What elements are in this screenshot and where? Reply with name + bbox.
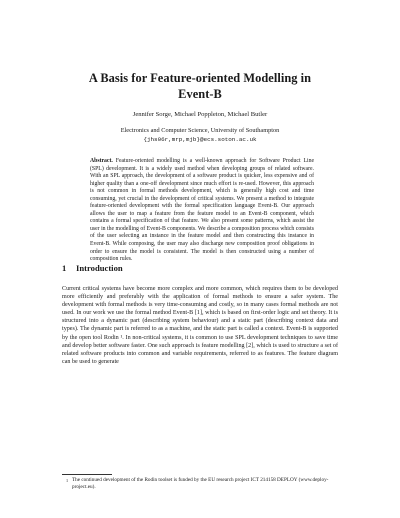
paper-affiliation: Electronics and Computer Science, University of Southampton: [120, 127, 280, 134]
body-paragraph: Current critical systems have become more complex and more common, which requires them to be developed more efficiently and preferably with the application of formal methods to ensure a safer system. The development with formal methods is very time-consuming and costly, so in many cases formal methods are not used. In our work we use the formal method Event-B [1], which is based on first-order logic and set theory. It is structured into a dynamic part (describing system behaviour) and a static part (describing context data and types). The dynamic part is referred to as a machine, and the static part is called a context. Event-B is supported by the open tool Rodin ¹. In non-critical systems, it is common to use SPL development techniques to save time and develop better software faster. One such approach is feature modelling [2], which is used to structure a set of related software products into common and variable requirements, referred to as features. The feature diagram can be used to generate: [62, 286, 338, 365]
footnote-mark: 1: [65, 478, 69, 483]
section-heading: [62, 263, 123, 274]
footnote-text: The continued development of the Rodin toolset is funded by the EU research project ICT 214158 DEPLOY (www.deploy-project.eu).: [72, 477, 329, 490]
footnote: [62, 477, 338, 491]
paper-email: {jhs06r,mrp,mjb}@ecs.soton.ac.uk: [143, 135, 257, 143]
paper-title-line-2: Event-B: [178, 87, 222, 101]
section-title: Introduction: [76, 263, 123, 273]
abstract-label: Abstract.: [90, 158, 113, 164]
abstract: [90, 158, 314, 264]
paper-title-line-1: A Basis for Feature-oriented Modelling in: [88, 71, 312, 85]
paper-authors: Jennifer Sorge, Michael Poppleton, Michael Butler: [132, 111, 268, 118]
section-number: 1: [62, 263, 67, 273]
paper-title: [60, 70, 340, 102]
footnote-divider: [62, 474, 112, 475]
paper-affiliation-block: [40, 127, 360, 144]
abstract-text: Feature-oriented modelling is a well-known approach for Software Product Line (SPL) development. It is a widely used method when developing groups of related software. With an SPL approach, the development of a software product is quicker, less expensive and of higher quality than a one-off development since much effort is re-used. However, this approach is not common in formal methods development, which is generally high cost and time consuming, yet crucial in the development of critical systems. We present a method to integrate feature-oriented development with the formal specification language Event-B. Our approach allows the user to map a feature from the feature model to an Event-B component, which contains a formal specification of that feature. We also present some patterns, which assist the user in the modelling of Event-B components. We describe a composition process which consists of the user selecting an instance in the feature model and then constructing this instance in Event-B. While composing, the user may also discharge new composition proof obligations in order to ensure the model is consistent. The model is then constructed using a number of composition rules.: [90, 158, 315, 263]
